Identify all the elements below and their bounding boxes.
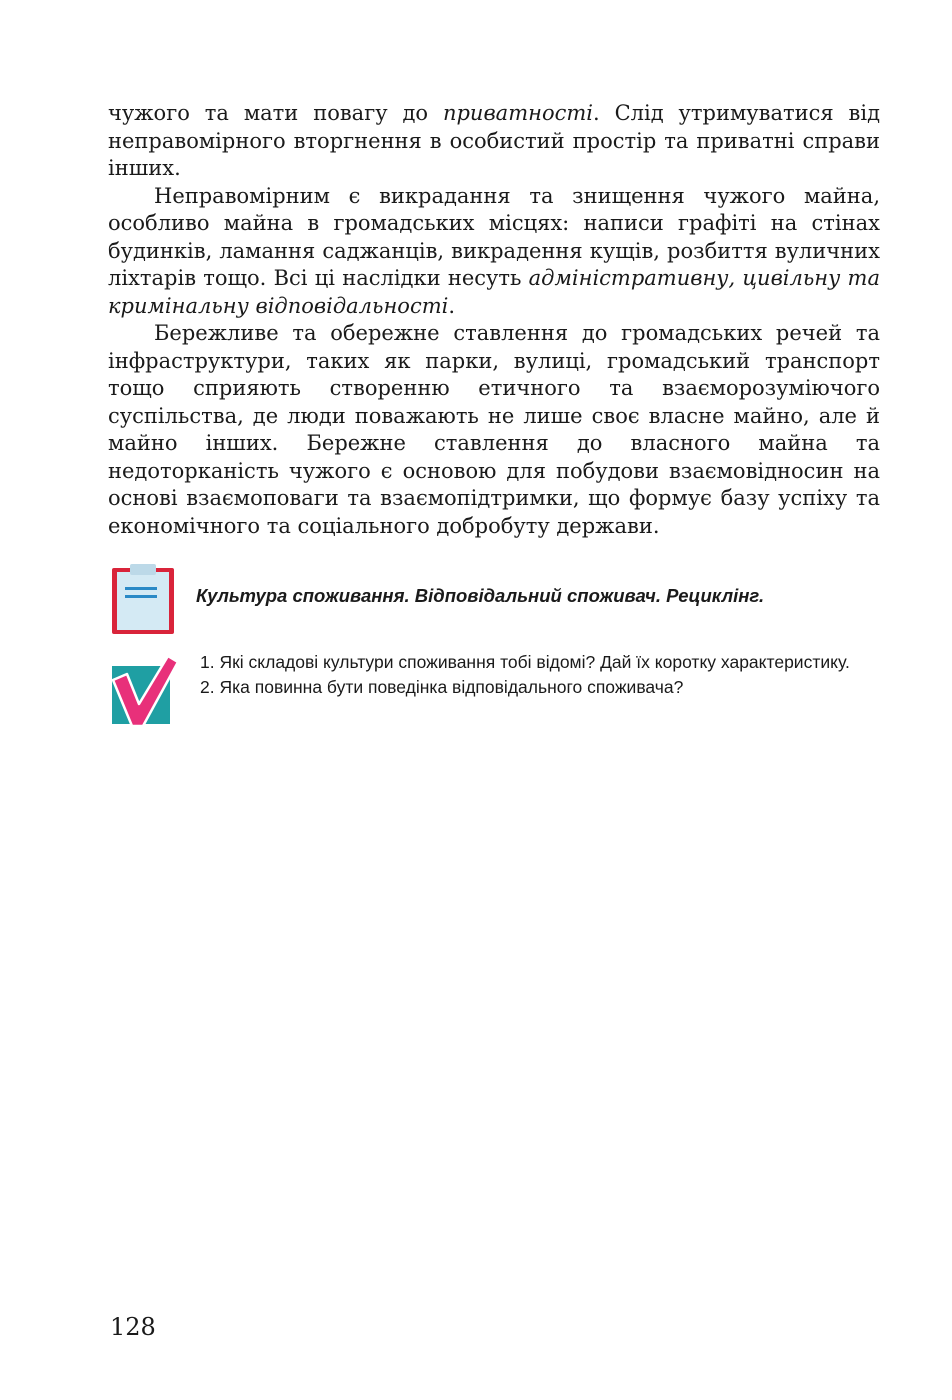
question-1: 1. Які складові культури споживання тобі відомі? Дай їх коротку характеристику. [200,652,850,672]
main-text [108,100,880,540]
question-2: 2. Яка повинна бути поведінка відповідального споживача? [200,677,684,697]
questions-list [200,650,862,700]
questions-block [110,650,862,730]
emphasis-responsibility: адміністративну, цивільну та кримінальну відповідальності [108,266,880,318]
checkmark-icon [110,654,180,730]
emphasis-privacy: приватності [442,101,593,125]
topic-block [110,562,880,640]
paragraph-3: Бережливе та обережне ставлення до громадських речей та інфраструктури, таких як парки, вулиці, громадський транспорт тощо сприяють створенню етичного та взаєморозуміючого суспільства, де люди поважають не лише своє власне майно, але й майно інших. Бережне ставлення до власного майна та недоторканість чужого є основою для побудови взаємовідносин на основі взаємоповаги та взаємопідтримки, що формує базу успіху та економічного та соціального добробуту держави. [108,321,880,538]
clipboard-icon [110,562,176,636]
topic-title: Культура споживання. Відповідальний споживач. Рециклінг. [196,585,765,606]
paragraph-2: Неправомірним є викрадання та знищення чужого майна, особливо майна в громадських місцях: написи графіті на стінах будинків, ламання саджанців, викрадення кущів, розбиття вуличних ліхтарів тощо. Всі ці наслідки несуть адміністративну, цивільну та кримінальну відповідальності. [108,183,880,318]
paragraph-1: чужого та мати повагу до приватності. Слід утримуватися від неправомірного вторгнення в особистий простір та приватні справи інших. [108,101,881,180]
page-number: 128 [110,1313,156,1341]
